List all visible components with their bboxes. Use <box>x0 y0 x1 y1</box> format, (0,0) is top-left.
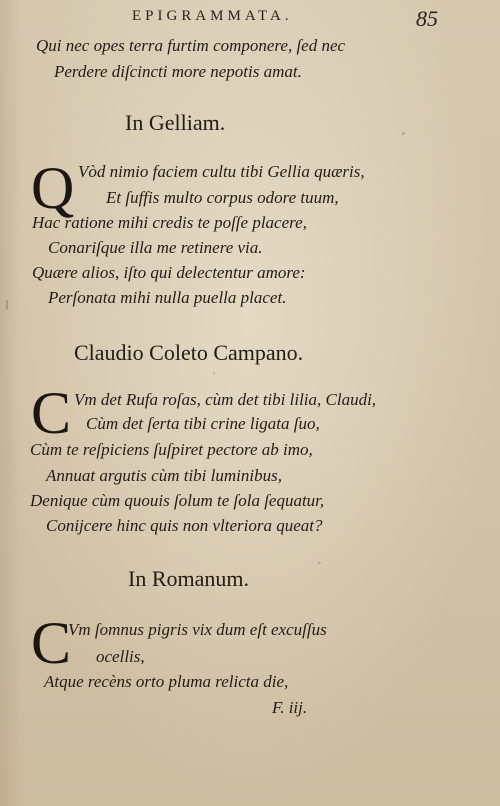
verse-line: Qui nec opes terra furtim componere, ſed nec <box>36 36 346 55</box>
drop-capital: Q <box>31 155 75 221</box>
verse-line: Perdere diſcincti more nepotis amat. <box>54 62 302 81</box>
paper-speck <box>213 372 215 374</box>
paper-speck <box>402 132 405 135</box>
verse-line: Denique cùm quouis ſolum te ſola ſequatur, <box>30 491 325 510</box>
verse-line: Annuat argutis cùm tibi luminibus, <box>46 466 282 485</box>
page-header <box>0 6 500 30</box>
verse-line: Cùm det ſerta tibi crine ligata ſuo, <box>86 414 320 433</box>
verse-line: Vm ſomnus pigris vix dum eſt excuſſus <box>68 620 327 639</box>
poem-title: Claudio Coleto Campano. <box>74 340 304 365</box>
verse-line: Vm det Rufa roſas, cùm det tibi lilia, Claudi, <box>74 390 377 409</box>
verse-line: Vòd nimio faciem cultu tibi Gellia quæris, <box>78 162 365 181</box>
signature-mark: F. iij. <box>272 698 308 717</box>
verse-line: Quære alios, iſto qui delectentur amore: <box>32 263 306 282</box>
verse-line: Cùm te reſpiciens ſuſpiret pectore ab imo, <box>30 440 313 459</box>
verse-line: Conijcere hinc quis non vlteriora queat? <box>46 516 323 535</box>
running-head: EPIGRAMMATA. <box>132 8 293 24</box>
paper-speck <box>6 300 8 310</box>
poem-title: In Romanum. <box>128 566 249 591</box>
poem-title: In Gelliam. <box>125 110 226 135</box>
verse-line: Conariſque illa me retinere via. <box>48 238 263 257</box>
verse-line: Et ſuffis multo corpus odore tuum, <box>106 188 339 207</box>
verse-line: Hac ratione mihi credis te poſſe placere, <box>32 213 307 232</box>
verse-line: Atque recèns orto pluma relicta die, <box>44 672 289 691</box>
drop-capital: C <box>31 610 72 676</box>
verse-line: ocellis, <box>96 647 145 666</box>
paper-speck <box>318 562 321 564</box>
verse-line: Perſonata mihi nulla puella placet. <box>48 288 287 307</box>
drop-capital: C <box>31 380 72 446</box>
page-number: 85 <box>416 6 438 31</box>
